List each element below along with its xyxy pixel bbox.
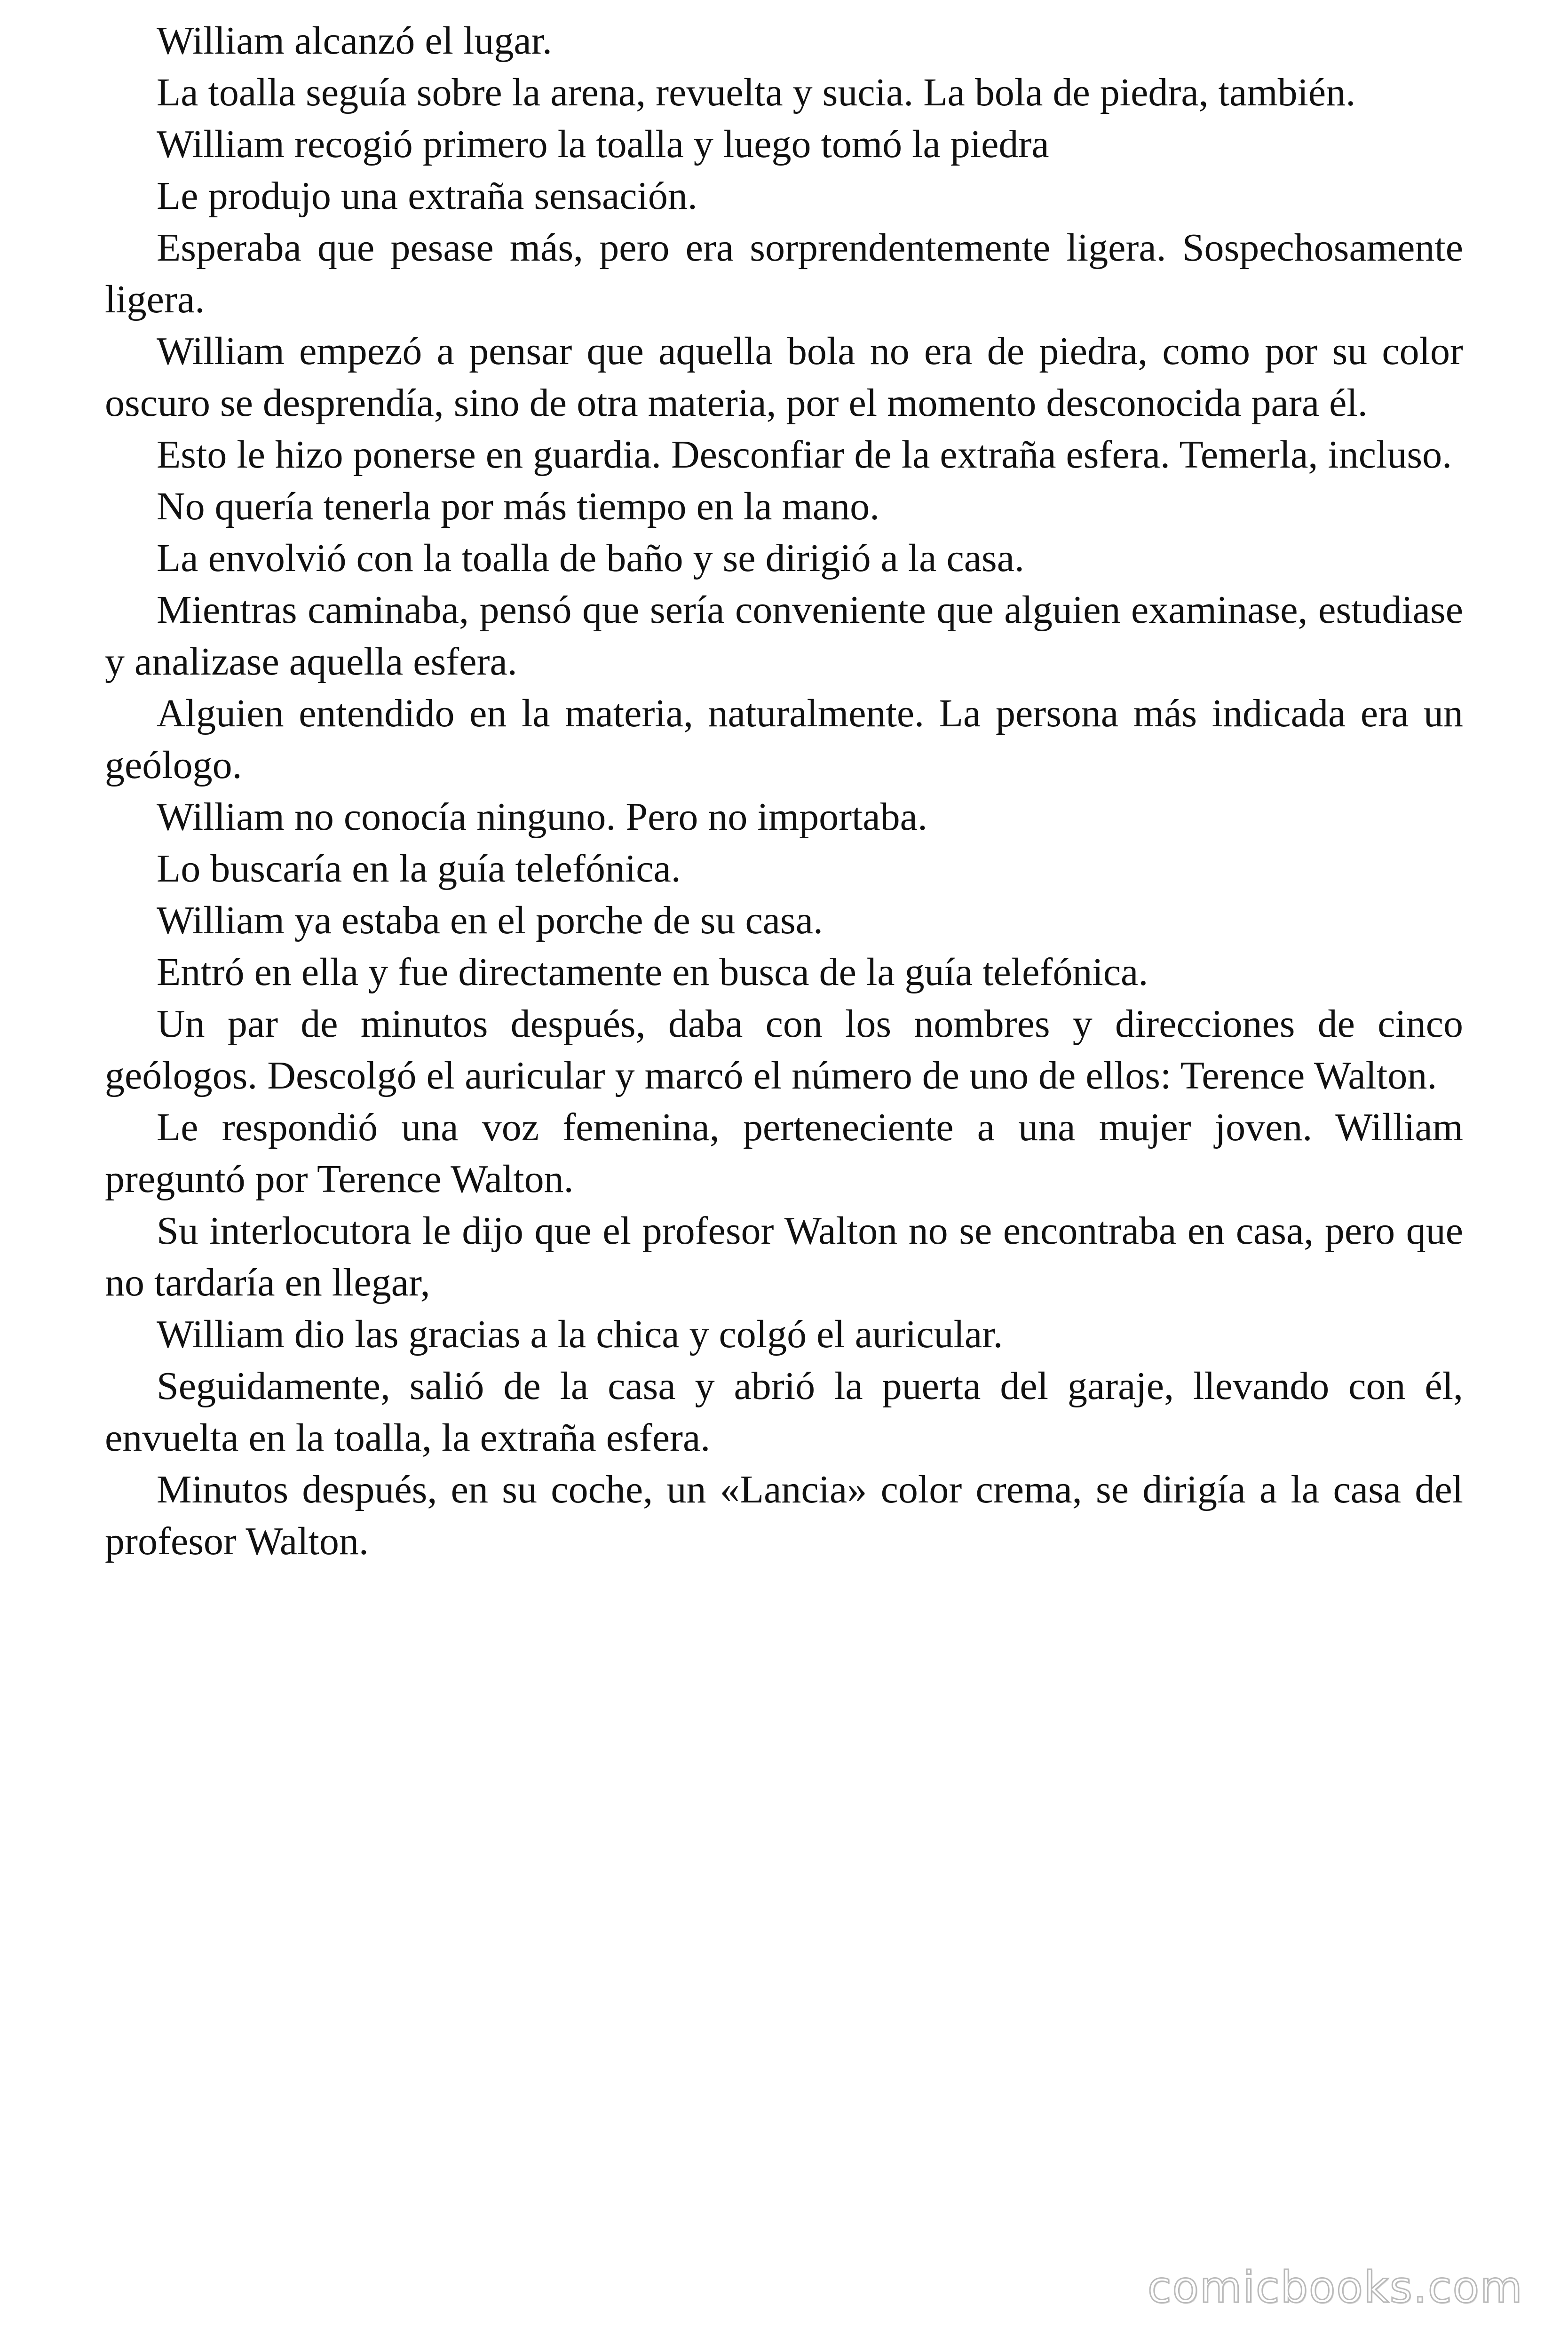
paragraph: William dio las gracias a la chica y colgó el auricular. — [157, 1312, 1003, 1356]
watermark: comicbooks.com — [1148, 2262, 1523, 2312]
paragraph: La toalla seguía sobre la arena, revuelta y sucia. La bola de piedra, también. — [157, 71, 1356, 114]
paragraph: Lo buscaría en la guía telefónica. — [157, 847, 681, 890]
paragraph: Le produjo una extraña sensación. — [157, 174, 697, 218]
paragraph: Entró en ella y fue directamente en busca de la guía telefónica. — [157, 950, 1148, 994]
paragraph: Esto le hizo ponerse en guardia. Desconfiar de la extraña esfera. Temerla, incluso. — [157, 433, 1452, 477]
paragraph: Un par de minutos después, daba con los nombres y direcciones de cinco geólogos. Descolgó el auricular y marcó el número de uno de ellos: Terence Walton. — [105, 1002, 1463, 1097]
paragraph: William alcanzó el lugar. — [157, 19, 552, 63]
paragraph: Minutos después, en su coche, un «Lancia» color crema, se dirigía a la casa del profesor Walton. — [105, 1468, 1463, 1563]
paragraph: William empezó a pensar que aquella bola no era de piedra, como por su color oscuro se desprendía, sino de otra materia, por el momento desconocida para él. — [105, 329, 1463, 425]
paragraph: Seguidamente, salió de la casa y abrió la puerta del garaje, llevando con él, envuelta en la toalla, la extraña esfera. — [105, 1364, 1463, 1460]
paragraph: La envolvió con la toalla de baño y se dirigió a la casa. — [157, 536, 1025, 580]
paragraph: Mientras caminaba, pensó que sería conveniente que alguien examinase, estudiase y analizase aquella esfera. — [105, 588, 1463, 683]
paragraph: No quería tenerla por más tiempo en la mano. — [157, 485, 880, 528]
paragraph: Esperaba que pesase más, pero era sorprendentemente ligera. Sospechosamente ligera. — [105, 226, 1463, 321]
paragraph: William recogió primero la toalla y luego tomó la piedra — [157, 122, 1049, 166]
paragraph: William no conocía ninguno. Pero no importaba. — [157, 795, 927, 839]
paragraph: Su interlocutora le dijo que el profesor Walton no se encontraba en casa, pero que no tardaría en llegar, — [105, 1209, 1463, 1304]
paragraph: William ya estaba en el porche de su casa. — [157, 898, 824, 942]
body-text — [105, 15, 1463, 1567]
paragraph: Le respondió una voz femenina, perteneciente a una mujer joven. William preguntó por Terence Walton. — [105, 1105, 1463, 1201]
paragraph: Alguien entendido en la materia, naturalmente. La persona más indicada era un geólogo. — [105, 691, 1463, 787]
